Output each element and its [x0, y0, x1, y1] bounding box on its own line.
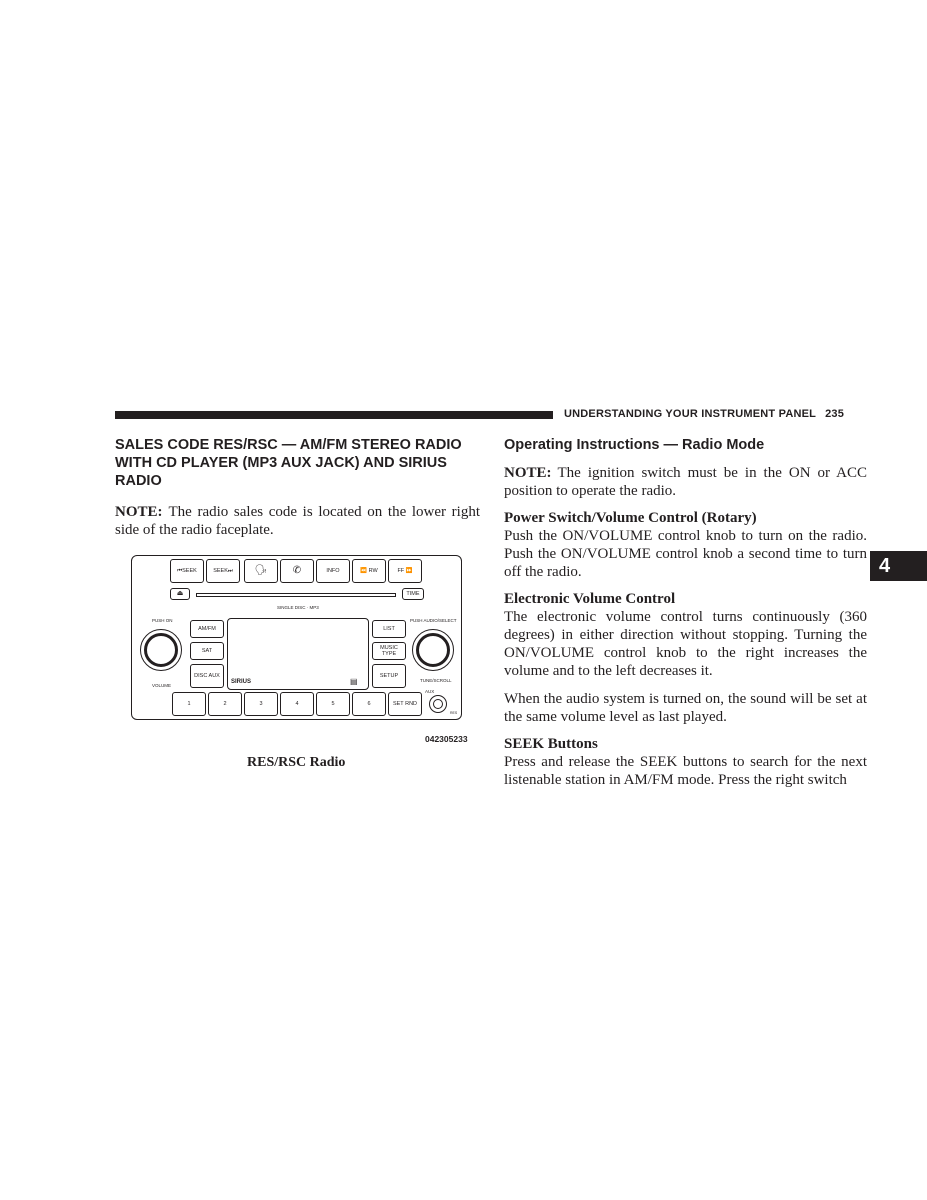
sat-button: SAT — [190, 642, 224, 660]
aux-jack — [429, 695, 447, 713]
tune-knob — [412, 629, 454, 671]
info-button: INFO — [316, 559, 350, 583]
voice-command-button — [244, 559, 278, 583]
volume-level-text: When the audio system is turned on, the sound will be set at the same volume level as last played. — [504, 691, 867, 725]
set-rnd-button: SET RND — [388, 692, 422, 716]
running-title: UNDERSTANDING YOUR INSTRUMENT PANEL — [564, 408, 817, 420]
aux-label: AUX — [425, 689, 435, 694]
disc-aux-button: DISC AUX — [190, 664, 224, 688]
seek-up-button: SEEK⏭ — [206, 559, 240, 583]
tune-knob-ring — [416, 633, 450, 667]
left-knob-bottom-label: VOLUME — [152, 683, 172, 688]
phone-button — [280, 559, 314, 583]
seek-buttons-heading: SEEK Buttons — [504, 736, 598, 752]
time-button: TIME — [402, 588, 424, 600]
right-column — [504, 436, 867, 789]
power-switch-text: Push the ON/VOLUME control knob to turn on the radio. Push the ON/VOLUME control knob a second time to turn off the radio. — [504, 528, 867, 580]
figure-code: 042305233 — [425, 734, 468, 744]
right-knob-bottom-label: TUNE/SCROLL — [420, 678, 452, 683]
page-number: 235 — [825, 408, 845, 420]
left-column — [115, 436, 480, 539]
eject-button — [170, 588, 190, 600]
eject-icon: ⏏ — [176, 590, 184, 597]
volume-knob — [140, 629, 182, 671]
header-rule — [115, 411, 553, 419]
fast-forward-button: FF ⏩ — [388, 559, 422, 583]
preset-1-button: 1 — [172, 692, 206, 716]
section-title: SALES CODE RES/RSC — AM/FM STEREO RADIO WITH CD PLAYER (MP3 AUX JACK) AND SIRIUS RADIO — [115, 437, 462, 489]
list-button: LIST — [372, 620, 406, 638]
note-paragraph — [115, 503, 480, 539]
setup-button: SETUP — [372, 664, 406, 688]
sirius-label: SIRIUS — [231, 679, 252, 685]
left-knob-top-label: PUSH ON — [152, 618, 173, 623]
figure-caption: RES/RSC Radio — [247, 755, 346, 770]
seek-buttons-text: Press and release the SEEK buttons to search for the next listenable station in AM/FM mode. Press the right switch — [504, 754, 867, 788]
running-header — [564, 408, 844, 420]
cd-slot — [196, 593, 396, 597]
sales-code-label: RES — [450, 711, 458, 715]
preset-5-button: 5 — [316, 692, 350, 716]
volume-control-heading: Electronic Volume Control — [504, 591, 676, 607]
preset-4-button: 4 — [280, 692, 314, 716]
preset-6-button: 6 — [352, 692, 386, 716]
cd-logo-icon: ▤ — [350, 677, 358, 686]
note-paragraph — [504, 464, 867, 500]
power-switch-heading: Power Switch/Volume Control (Rotary) — [504, 510, 757, 526]
volume-knob-ring — [144, 633, 178, 667]
music-type-button: MUSIC TYPE — [372, 642, 406, 660]
note-text: The ignition switch must be in the ON or ACC position to operate the radio. — [504, 465, 867, 499]
radio-display — [227, 618, 369, 690]
am-fm-button: AM/FM — [190, 620, 224, 638]
subsection-title: Operating Instructions — Radio Mode — [504, 437, 765, 453]
rewind-button: ⏪ RW — [352, 559, 386, 583]
volume-control-text: The electronic volume control turns continuously (360 degrees) in either direction without stopping. Turning the ON/VOLUME control knob to the right increases the volume and to the left decreases it. — [504, 609, 867, 679]
preset-2-button: 2 — [208, 692, 242, 716]
aux-jack-inner — [433, 699, 443, 709]
right-knob-top-label: PUSH AUDIO/SELECT — [410, 618, 457, 623]
phone-icon: ✆ — [292, 565, 302, 576]
preset-3-button: 3 — [244, 692, 278, 716]
voice-icon: 🗣 — [254, 565, 268, 576]
note-label: NOTE: — [115, 504, 163, 520]
slot-label: SINGLE DISC · MP3 — [277, 605, 319, 610]
note-text: The radio sales code is located on the lower right side of the radio faceplate. — [115, 504, 480, 538]
seek-down-button: ⏮SEEK — [170, 559, 204, 583]
note-label: NOTE: — [504, 465, 552, 481]
radio-faceplate-figure — [131, 555, 462, 720]
chapter-tab: 4 — [870, 551, 927, 581]
